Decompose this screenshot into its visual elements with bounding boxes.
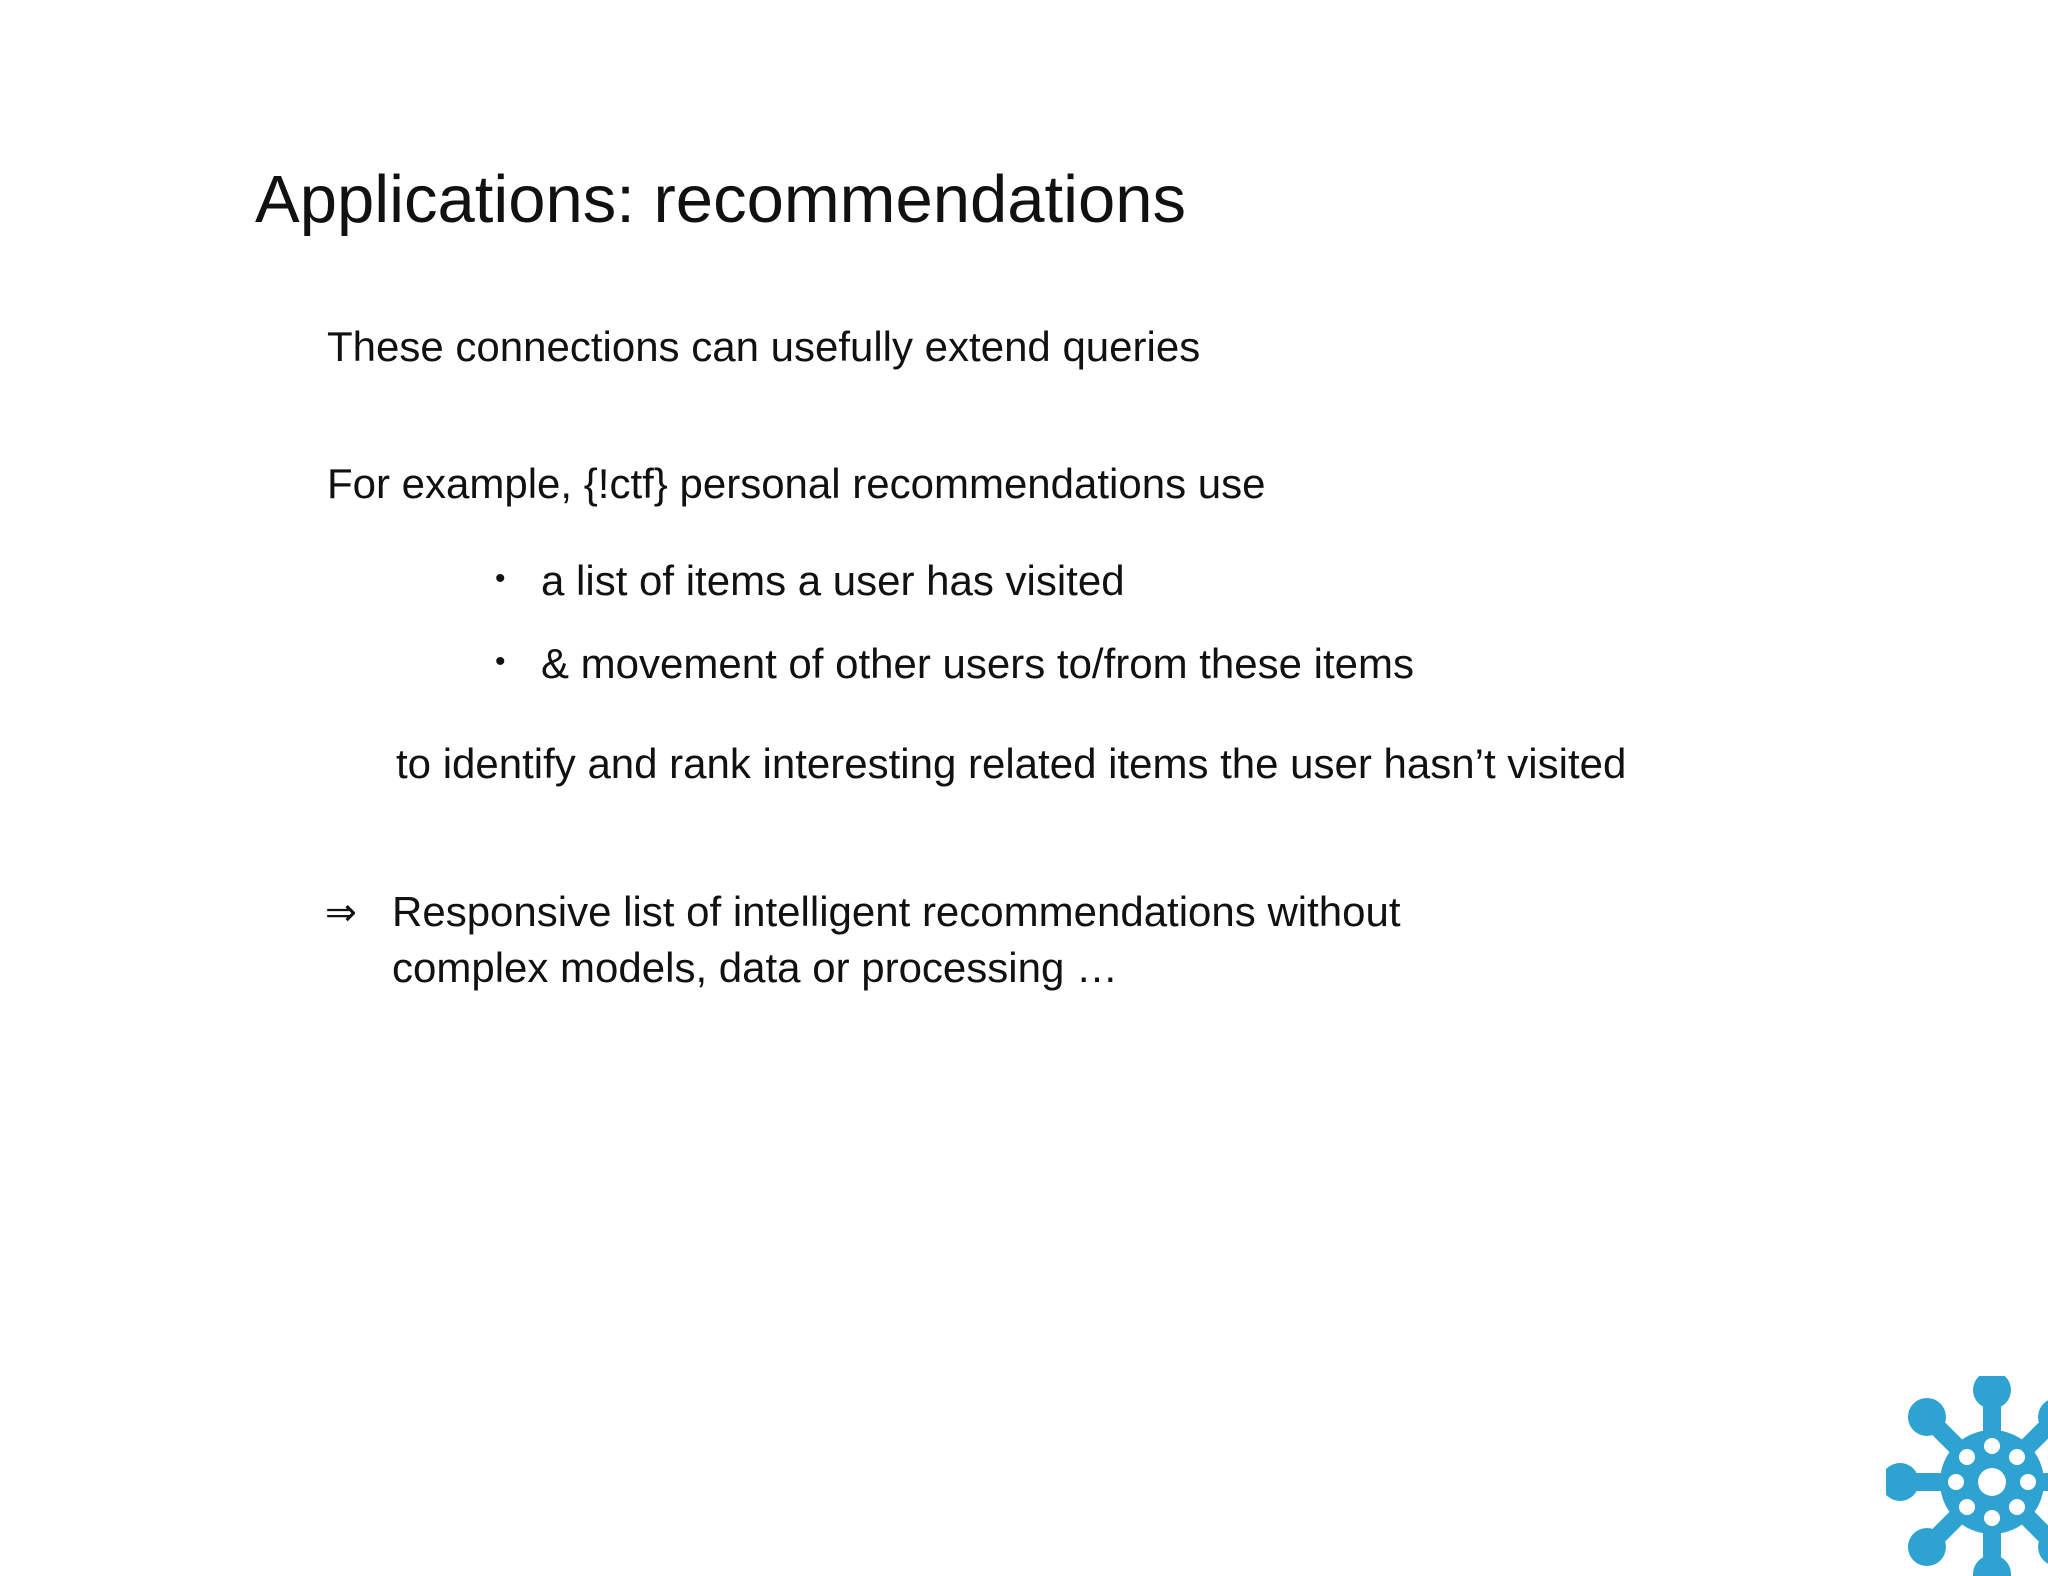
conclusion	[325, 884, 1592, 996]
list-item	[495, 556, 1414, 639]
list-item	[495, 639, 1414, 722]
bullet-icon: •	[495, 562, 506, 595]
conclusion-line-2: complex models, data or processing …	[392, 944, 1118, 991]
bullet-text: & movement of other users to/from these items	[541, 640, 1415, 687]
bullet-list	[495, 556, 1414, 722]
slide-title: Applications: recommendations	[255, 162, 1187, 237]
example-text: For example, {!ctf} personal recommendations use	[327, 460, 1266, 507]
followup-text: to identify and rank interesting related items the user hasn’t visited	[396, 740, 1627, 787]
flower-logo-icon	[1886, 1376, 2048, 1576]
implies-arrow-icon: ⇒	[325, 890, 357, 934]
bullet-text: a list of items a user has visited	[541, 557, 1125, 604]
conclusion-line-1: Responsive list of intelligent recommendations without	[392, 888, 1401, 935]
conclusion-text	[392, 884, 1592, 996]
intro-text: These connections can usefully extend queries	[327, 323, 1201, 370]
bullet-icon: •	[495, 645, 506, 678]
